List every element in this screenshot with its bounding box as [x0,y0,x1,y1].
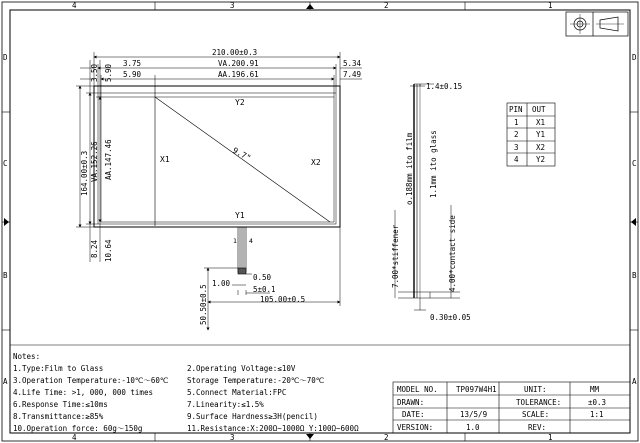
dim-tail-lead: 1.00 [212,279,231,288]
pin-table-cell: Y1 [536,130,546,139]
note-line: 1.Type:Film to Glass [13,364,104,373]
pin-table-cell: 3 [514,143,519,152]
notes-title: Notes: [13,352,41,361]
unit-value: MM [590,385,600,394]
electrode-x1-label: X1 [160,155,170,164]
electrode-x2-label: X2 [311,158,321,167]
pin-4-marker: 4 [249,237,253,245]
pin-table-cell: 4 [514,155,519,164]
pin-table-header-out: OUT [532,105,546,114]
zone-left-c: C [3,159,8,168]
unit-label: UNIT: [524,385,547,394]
model-number-label: MODEL NO. [397,385,438,394]
drawn-label: DRAWN: [397,398,425,407]
glass-layer-label: 1.1mm ito glass [429,130,438,198]
zone-left-d: D [3,53,8,62]
tolerance-value: ±0.3 [588,398,607,407]
zone-bottom-4: 1 [548,433,553,442]
zone-bottom-2: 3 [230,433,235,442]
projection-symbol [566,12,628,36]
revision-label: REV: [528,423,547,432]
dim-left-aa: 5.90 [123,70,142,79]
dim-aa-width: AA.196.61 [218,70,259,79]
note-line: 7.Linearity:≤1.5% [187,400,264,409]
dim-fpc-thickness: 0.30±0.05 [430,313,471,322]
stiffener-label: 7.00*stiffener [391,224,400,288]
zone-right-a: A [632,377,637,386]
contact-side-label: 4.00*contact side [448,215,457,292]
dim-right-va: 5.34 [343,59,362,68]
dim-bottom-aa: 10.64 [104,239,113,262]
dim-tail-width: 5±0.1 [253,285,276,294]
zone-right-d: D [632,53,637,62]
dim-bottom-va: 8.24 [90,239,99,258]
version-label: VERSION: [397,423,434,432]
scale-label: SCALE: [522,410,550,419]
note-line: 8.Transmittance:≥85% [13,412,104,421]
zone-top-2: 3 [230,1,235,10]
diagonal-size-label: 9.7" [231,145,253,163]
note-line: 11.Resistance:X:200Ω~1000Ω Y:100Ω~600Ω [187,424,359,433]
dim-va-height: VA.152.26 [90,141,99,182]
note-line: 4.Life Time: >1, 000, 000 times [13,388,153,397]
fpc-tail [238,227,246,274]
dim-va-width: VA.200.91 [218,59,259,68]
note-line: 6.Response Time:≤10ms [13,400,108,409]
electrode-y1-label: Y1 [235,211,245,220]
pin-table-cell: X2 [536,143,546,152]
zone-top-3: 2 [384,1,389,10]
model-number-value: TP097W4H1 [456,385,497,394]
date-value: 13/5/9 [460,410,488,419]
dim-right-aa: 7.49 [343,70,362,79]
dim-tail-length: 50.50±0.5 [199,284,208,325]
film-layer-label: o.188mm ito film [405,132,414,205]
dim-tail-pitch: 0.50 [253,273,272,282]
touch-panel-outline [94,86,340,227]
zone-top-4: 1 [548,1,553,10]
tolerance-label: TOLERANCE: [516,398,562,407]
dim-aa-height: AA.147.46 [104,139,113,180]
dim-total-height: 164.00±0.3 [80,150,89,196]
scale-value: 1:1 [590,410,604,419]
zone-bottom-1: 4 [72,433,77,442]
note-line: 5.Connect Material:FPC [187,388,287,397]
note-line: 3.Operation Temperature:-10℃～60℃ [13,376,169,385]
pin-table-cell: Y2 [536,155,546,164]
dim-top-va: 3.50 [90,63,99,82]
note-line: Storage Temperature:-20℃～70℃ [187,376,325,385]
note-line: 9.Surface Hardness≥3H(pencil) [187,412,318,421]
zone-bottom-3: 2 [384,433,389,442]
version-value: 1.0 [466,423,480,432]
pin-table-cell: 1 [514,118,519,127]
pin-table-header-pin: PIN [509,105,523,114]
pin-table-cell: 2 [514,130,519,139]
dim-top-aa: 5.90 [104,63,113,82]
dim-tail-offset: 105.00±0.5 [260,295,306,304]
zone-top-1: 4 [72,1,77,10]
zone-right-b: B [632,271,637,280]
dim-panel-thickness: 1.4±0.15 [426,82,463,91]
zone-left-a: A [3,377,8,386]
dim-left-va: 3.75 [123,59,142,68]
dim-total-width: 210.00±0.3 [212,48,258,57]
pin-1-marker: 1 [233,237,237,245]
date-label: DATE: [402,410,425,419]
zone-left-b: B [3,271,8,280]
note-line: 10.Operation force: 60g～150g [13,424,143,433]
pin-table-cell: X1 [536,118,546,127]
zone-right-c: C [632,159,637,168]
electrode-y2-label: Y2 [235,98,245,107]
note-line: 2.Operating Voltage:≤10V [187,364,296,373]
